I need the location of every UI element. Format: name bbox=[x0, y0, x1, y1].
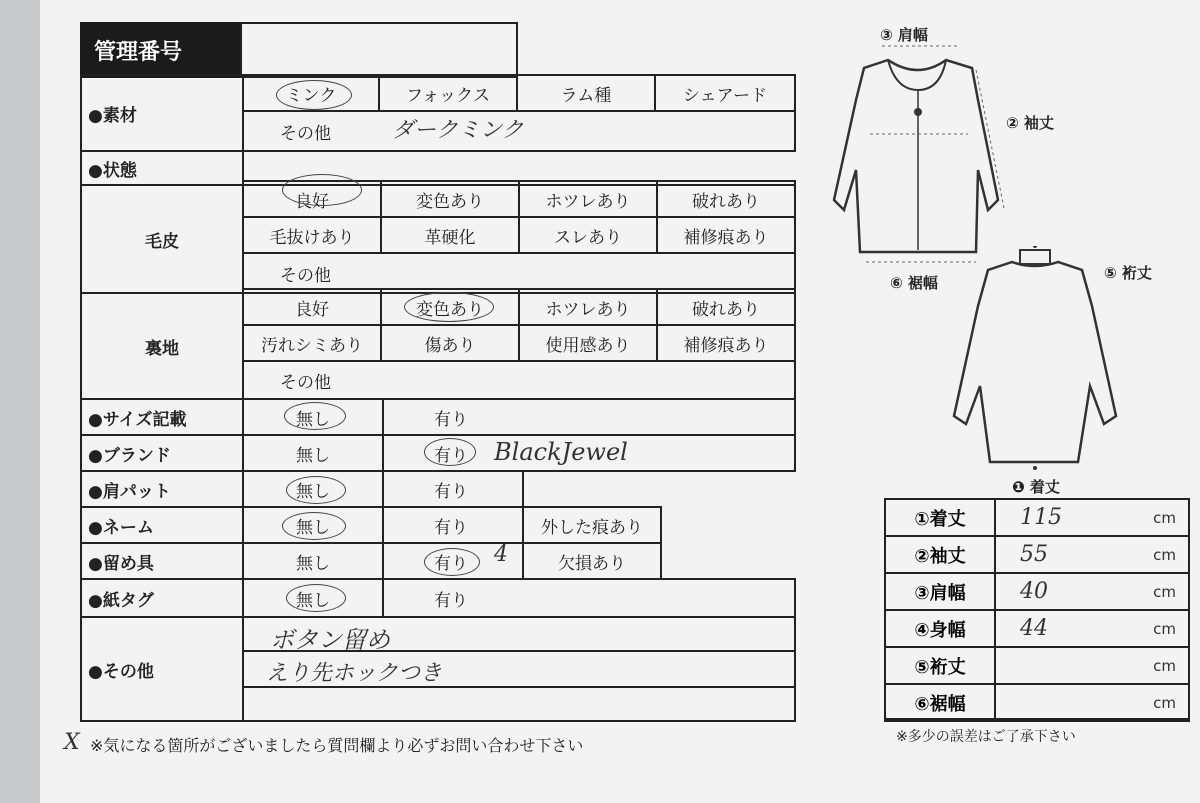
measurement-value-field[interactable] bbox=[994, 572, 1190, 611]
sozai-option-lamb[interactable]: ラム種 bbox=[516, 74, 656, 112]
brand-label: ●ブランド bbox=[80, 434, 244, 472]
kanri-bango-field[interactable] bbox=[240, 22, 518, 78]
measurement-label: ④身幅 bbox=[884, 609, 996, 648]
uraji-fray[interactable]: ホツレあり bbox=[518, 288, 658, 326]
uraji-repair[interactable]: 補修痕あり bbox=[656, 324, 796, 362]
coat-back-diagram bbox=[950, 246, 1130, 476]
measurement-label: ⑥裾幅 bbox=[884, 683, 996, 722]
fastener-yes-circle bbox=[424, 548, 480, 576]
kegawa-repair[interactable]: 補修痕あり bbox=[656, 216, 796, 254]
shoulder-none-circle bbox=[286, 476, 346, 504]
shoulder-yes[interactable] bbox=[382, 470, 524, 508]
ki-take-label: ❶ 着丈 bbox=[1012, 478, 1060, 496]
uraji-other-label: その他 bbox=[280, 372, 331, 393]
sozai-option-fox[interactable]: フォックス bbox=[378, 74, 518, 112]
kegawa-scuff[interactable]: スレあり bbox=[518, 216, 658, 254]
other-label: ●その他 bbox=[80, 616, 244, 722]
uraji-other[interactable] bbox=[242, 360, 796, 400]
sozai-other-label: その他 bbox=[280, 123, 331, 144]
fastener-missing[interactable]: 欠損あり bbox=[522, 542, 662, 580]
sozai-option-sheared[interactable]: シェアード bbox=[654, 74, 796, 112]
measurement-unit: cm bbox=[1153, 656, 1176, 675]
uraji-scratch[interactable]: 傷あり bbox=[380, 324, 520, 362]
sode-take-label: ② 袖丈 bbox=[1006, 114, 1054, 132]
jotai-label: ●状態 bbox=[80, 150, 244, 186]
measurement-value-field[interactable] bbox=[994, 498, 1190, 537]
sozai-label: ●素材 bbox=[80, 74, 244, 152]
tag-yes-label: 有り bbox=[434, 590, 468, 611]
footer-check-mark: X bbox=[64, 730, 80, 755]
size-yes-label: 有り bbox=[434, 409, 468, 430]
measurement-label: ⑤裄丈 bbox=[884, 646, 996, 685]
brand-yes-label: 有り bbox=[434, 445, 468, 466]
name-removed[interactable]: 外した痕あり bbox=[522, 506, 662, 544]
footer-note: ※気になる箇所がございましたら質問欄より必ずお問い合わせ下さい bbox=[90, 736, 584, 755]
name-yes-label: 有り bbox=[434, 517, 468, 538]
kegawa-label: 毛皮 bbox=[80, 184, 244, 294]
kanri-bango-label: 管理番号 bbox=[80, 22, 242, 78]
kegawa-good[interactable]: 良好 bbox=[242, 180, 382, 218]
brand-handwritten: BlackJewel bbox=[494, 438, 628, 466]
uraji-discolor[interactable]: 変色あり bbox=[380, 288, 520, 326]
measurement-value-field[interactable] bbox=[994, 535, 1190, 574]
sozai-other-handwritten: ダークミンク bbox=[392, 118, 524, 143]
other-line3-field[interactable] bbox=[242, 686, 796, 722]
tag-yes[interactable] bbox=[382, 578, 796, 618]
other-line1-handwritten: ボタン留め bbox=[270, 626, 390, 654]
tag-label: ●紙タグ bbox=[80, 578, 244, 618]
name-none[interactable]: 無し bbox=[242, 506, 384, 544]
measurement-label: ①着丈 bbox=[884, 498, 996, 537]
size-yes[interactable] bbox=[382, 398, 796, 436]
uraji-used[interactable]: 使用感あり bbox=[518, 324, 658, 362]
kegawa-hairloss[interactable]: 毛抜けあり bbox=[242, 216, 382, 254]
measurement-value: 40 bbox=[1020, 579, 1048, 604]
measurement-unit: cm bbox=[1153, 545, 1176, 564]
name-yes[interactable] bbox=[382, 506, 524, 544]
measurement-value-field[interactable] bbox=[994, 646, 1190, 685]
measurement-value-field[interactable] bbox=[994, 609, 1190, 648]
kegawa-tear[interactable]: 破れあり bbox=[656, 180, 796, 218]
suso-haba-label: ⑥ 裾幅 bbox=[890, 274, 938, 292]
measurement-value-field[interactable] bbox=[994, 683, 1190, 722]
fastener-label: ●留め具 bbox=[80, 542, 244, 580]
kata-haba-label: ③ 肩幅 bbox=[880, 26, 928, 44]
measurement-unit: cm bbox=[1153, 619, 1176, 638]
measurement-label: ③肩幅 bbox=[884, 572, 996, 611]
uraji-stain[interactable]: 汚れシミあり bbox=[242, 324, 382, 362]
fastener-yes-label: 有り bbox=[434, 553, 468, 574]
tag-none-circle bbox=[286, 584, 346, 612]
brand-none[interactable]: 無し bbox=[242, 434, 384, 472]
shoulder-yes-label: 有り bbox=[434, 481, 468, 502]
tag-none[interactable]: 無し bbox=[242, 578, 384, 618]
measurement-note: ※多少の誤差はご了承下さい bbox=[896, 729, 1076, 745]
fastener-none[interactable]: 無し bbox=[242, 542, 384, 580]
kegawa-discolor[interactable]: 変色あり bbox=[380, 180, 520, 218]
uraji-label: 裏地 bbox=[80, 292, 244, 400]
kegawa-leather-hard[interactable]: 革硬化 bbox=[380, 216, 520, 254]
name-none-circle bbox=[282, 512, 346, 540]
kegawa-other-label: その他 bbox=[280, 265, 331, 286]
measurement-value: 115 bbox=[1020, 505, 1062, 530]
size-none[interactable]: 無し bbox=[242, 398, 384, 436]
brand-yes-circle bbox=[424, 438, 476, 466]
measurement-value: 44 bbox=[1020, 616, 1048, 641]
measurement-unit: cm bbox=[1153, 693, 1176, 712]
size-label: ●サイズ記載 bbox=[80, 398, 244, 436]
sozai-option-mink[interactable]: ミンク bbox=[242, 74, 380, 112]
other-line2-handwritten: えり先ホックつき bbox=[266, 661, 443, 686]
measurement-unit: cm bbox=[1153, 582, 1176, 601]
kegawa-fray[interactable]: ホツレあり bbox=[518, 180, 658, 218]
measurement-unit: cm bbox=[1153, 508, 1176, 527]
uraji-good[interactable]: 良好 bbox=[242, 288, 382, 326]
mink-circle-mark bbox=[276, 80, 352, 110]
measurement-label: ②袖丈 bbox=[884, 535, 996, 574]
uraji-discolor-circle bbox=[404, 292, 494, 322]
name-label: ●ネーム bbox=[80, 506, 244, 544]
uraji-tear[interactable]: 破れあり bbox=[656, 288, 796, 326]
measurement-value: 55 bbox=[1020, 542, 1048, 567]
background-strip bbox=[0, 0, 40, 803]
shoulder-none[interactable]: 無し bbox=[242, 470, 384, 508]
kegawa-good-circle bbox=[282, 174, 362, 206]
yuki-take-label: ⑤ 裄丈 bbox=[1104, 264, 1152, 282]
shoulder-label: ●肩パット bbox=[80, 470, 244, 508]
coat-front-diagram bbox=[826, 40, 1006, 270]
fastener-count-handwritten: 4 bbox=[494, 542, 508, 567]
size-none-circle bbox=[284, 402, 346, 430]
